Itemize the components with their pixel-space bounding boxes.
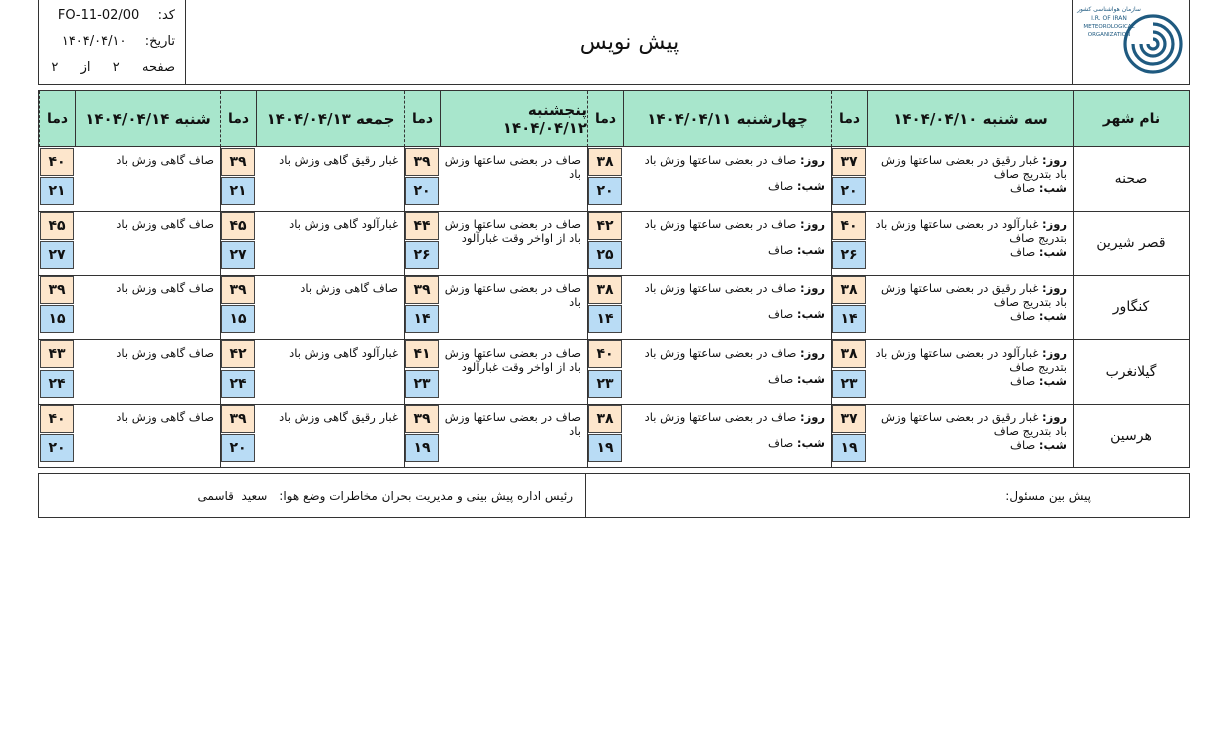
page-of: از	[80, 60, 91, 75]
city-name: کنگاور	[1112, 299, 1150, 315]
max-temp: ۳۸	[588, 148, 622, 176]
min-temp: ۱۴	[588, 305, 622, 333]
city-column-header: نام شهر	[1073, 91, 1189, 147]
min-temp: ۱۵	[40, 305, 74, 333]
svg-text:METEOROLOGICAL: METEOROLOGICAL	[1083, 24, 1135, 30]
min-temp: ۲۴	[40, 370, 74, 398]
forecast-text: صاف در بعضی ساعتها وزش باد	[444, 281, 581, 309]
forecast-day-night: روز: صاف در بعضی ساعتها وزش باد شب: صاف	[644, 281, 825, 321]
forecast-table	[38, 90, 1190, 468]
city-name: گیلانغرب	[1105, 363, 1157, 380]
temp-header-1: دما	[831, 91, 867, 147]
max-temp: ۳۸	[588, 276, 622, 304]
min-temp: ۲۱	[221, 177, 255, 205]
code-value: FO-11-02/00	[57, 8, 140, 23]
max-temp: ۴۱	[405, 340, 439, 368]
min-temp: ۲۰	[221, 434, 255, 462]
max-temp: ۴۰	[588, 340, 622, 368]
min-temp: ۲۶	[405, 241, 439, 269]
forecast-day-night: روز: غبار رقیق در بعضی ساعتها وزش باد بتدریج صاف شب: صاف	[881, 281, 1067, 323]
forecast-text: غبار رقیق گاهی وزش باد	[279, 153, 398, 167]
forecast-text: صاف گاهی وزش باد	[116, 217, 214, 231]
forecaster-field	[585, 474, 1189, 517]
max-temp: ۴۵	[40, 212, 74, 240]
page-label: صفحه	[142, 60, 175, 75]
max-temp: ۴۲	[588, 212, 622, 240]
page-total: ۲	[51, 60, 59, 75]
min-temp: ۲۵	[588, 241, 622, 269]
max-temp: ۳۸	[832, 340, 866, 368]
min-temp: ۲۴	[221, 370, 255, 398]
max-temp: ۳۹	[405, 148, 439, 176]
svg-text:I.R. OF IRAN: I.R. OF IRAN	[1091, 15, 1127, 22]
forecast-day-night: روز: غبار رقیق در بعضی ساعتها وزش باد بتدریج صاف شب: صاف	[881, 410, 1067, 452]
forecast-text: غبارآلود گاهی وزش باد	[289, 217, 398, 231]
forecast-day-night: روز: صاف در بعضی ساعتها وزش باد شب: صاف	[644, 153, 825, 193]
min-temp: ۲۳	[588, 370, 622, 398]
forecast-text: صاف گاهی وزش باد	[116, 346, 214, 360]
city-name: قصر شیرین	[1096, 235, 1166, 251]
forecast-text: غبار رقیق گاهی وزش باد	[279, 410, 398, 424]
forecast-text: صاف در بعضی ساعتها وزش باد	[444, 153, 581, 181]
max-temp: ۴۵	[221, 212, 255, 240]
forecast-text: صاف گاهی وزش باد	[116, 153, 214, 167]
svg-text:ORGANIZATION: ORGANIZATION	[1087, 32, 1131, 38]
city-name: صحنه	[1114, 171, 1148, 187]
min-temp: ۱۴	[405, 305, 439, 333]
min-temp: ۲۳	[405, 370, 439, 398]
page-title: پیش نویس	[579, 29, 680, 55]
max-temp: ۳۷	[832, 405, 866, 433]
max-temp: ۴۲	[221, 340, 255, 368]
organization-logo	[1072, 0, 1189, 84]
min-temp: ۲۷	[221, 241, 255, 269]
forecast-text: صاف گاهی وزش باد	[116, 281, 214, 295]
max-temp: ۳۹	[40, 276, 74, 304]
min-temp: ۱۹	[832, 434, 866, 462]
max-temp: ۴۰	[832, 212, 866, 240]
day-header-4: جمعه ۱۴۰۴/۰۴/۱۳	[256, 91, 404, 147]
forecast-text: صاف گاهی وزش باد	[300, 281, 398, 295]
date-label: تاریخ:	[144, 34, 175, 49]
max-temp: ۳۹	[405, 405, 439, 433]
max-temp: ۴۰	[40, 405, 74, 433]
document-header	[38, 0, 1190, 85]
day-header-1: سه شنبه ۱۴۰۴/۰۴/۱۰	[867, 91, 1073, 147]
max-temp: ۳۸	[588, 405, 622, 433]
max-temp: ۳۹	[221, 148, 255, 176]
min-temp: ۲۶	[832, 241, 866, 269]
min-temp: ۲۰	[40, 434, 74, 462]
temp-header-5: دما	[39, 91, 75, 147]
min-temp: ۲۰	[832, 177, 866, 205]
forecast-text: صاف گاهی وزش باد	[116, 410, 214, 424]
svg-text:سازمان هواشناسی کشور: سازمان هواشناسی کشور	[1077, 6, 1141, 13]
min-temp: ۲۱	[40, 177, 74, 205]
min-temp: ۲۰	[588, 177, 622, 205]
document-meta	[39, 0, 186, 84]
page-line	[51, 60, 175, 75]
max-temp: ۳۷	[832, 148, 866, 176]
date-line	[62, 34, 175, 49]
day-header-2: چهارشنبه ۱۴۰۴/۰۴/۱۱	[623, 91, 831, 147]
max-temp: ۴۳	[40, 340, 74, 368]
forecast-text: صاف در بعضی ساعتها وزش باد	[444, 410, 581, 438]
date-value: ۱۴۰۴/۰۴/۱۰	[61, 34, 127, 49]
day-header-5: شنبه ۱۴۰۴/۰۴/۱۴	[75, 91, 220, 147]
max-temp: ۳۹	[405, 276, 439, 304]
forecast-day-night: روز: صاف در بعضی ساعتها وزش باد شب: صاف	[644, 346, 825, 386]
max-temp: ۳۹	[221, 405, 255, 433]
max-temp: ۴۰	[40, 148, 74, 176]
temp-header-4: دما	[220, 91, 256, 147]
min-temp: ۲۳	[832, 370, 866, 398]
min-temp: ۲۷	[40, 241, 74, 269]
min-temp: ۱۹	[588, 434, 622, 462]
head-label: رئیس اداره پیش بینی و مدیریت بحران مخاطرات وضع هوا:	[279, 488, 573, 503]
min-temp: ۲۰	[405, 177, 439, 205]
page-current: ۲	[112, 60, 120, 75]
forecast-day-night: روز: غبار رقیق در بعضی ساعتها وزش باد بتدریج صاف شب: صاف	[881, 153, 1067, 195]
code-line	[58, 8, 175, 23]
forecast-text: صاف در بعضی ساعتها وزش باد از اواخر وقت غبارآلود	[444, 217, 581, 245]
forecast-day-night: روز: غبارآلود در بعضی ساعتها وزش باد بتدریج صاف شب: صاف	[875, 217, 1067, 259]
head-name: سعید قاسمی	[197, 488, 268, 503]
day-header-3: پنجشنبه ۱۴۰۴/۰۴/۱۲	[440, 91, 587, 147]
forecast-day-night: روز: صاف در بعضی ساعتها وزش باد شب: صاف	[644, 410, 825, 450]
forecast-day-night: روز: صاف در بعضی ساعتها وزش باد شب: صاف	[644, 217, 825, 257]
max-temp: ۳۸	[832, 276, 866, 304]
temp-header-2: دما	[587, 91, 623, 147]
forecast-text: صاف در بعضی ساعتها وزش باد از اواخر وقت غبارآلود	[444, 346, 581, 374]
temp-header-3: دما	[404, 91, 440, 147]
min-temp: ۱۵	[221, 305, 255, 333]
head-of-office-field	[39, 474, 586, 517]
forecast-day-night: روز: غبارآلود در بعضی ساعتها وزش باد بتدریج صاف شب: صاف	[875, 346, 1067, 388]
max-temp: ۴۴	[405, 212, 439, 240]
city-name: هرسین	[1110, 427, 1152, 444]
signature-footer	[38, 473, 1190, 518]
code-label: کد:	[157, 8, 175, 23]
forecast-text: غبارآلود گاهی وزش باد	[289, 346, 398, 360]
logo-emblem-icon	[1073, 0, 1190, 84]
forecaster-label: پیش بین مسئول:	[1005, 488, 1091, 503]
max-temp: ۳۹	[221, 276, 255, 304]
min-temp: ۱۴	[832, 305, 866, 333]
min-temp: ۱۹	[405, 434, 439, 462]
